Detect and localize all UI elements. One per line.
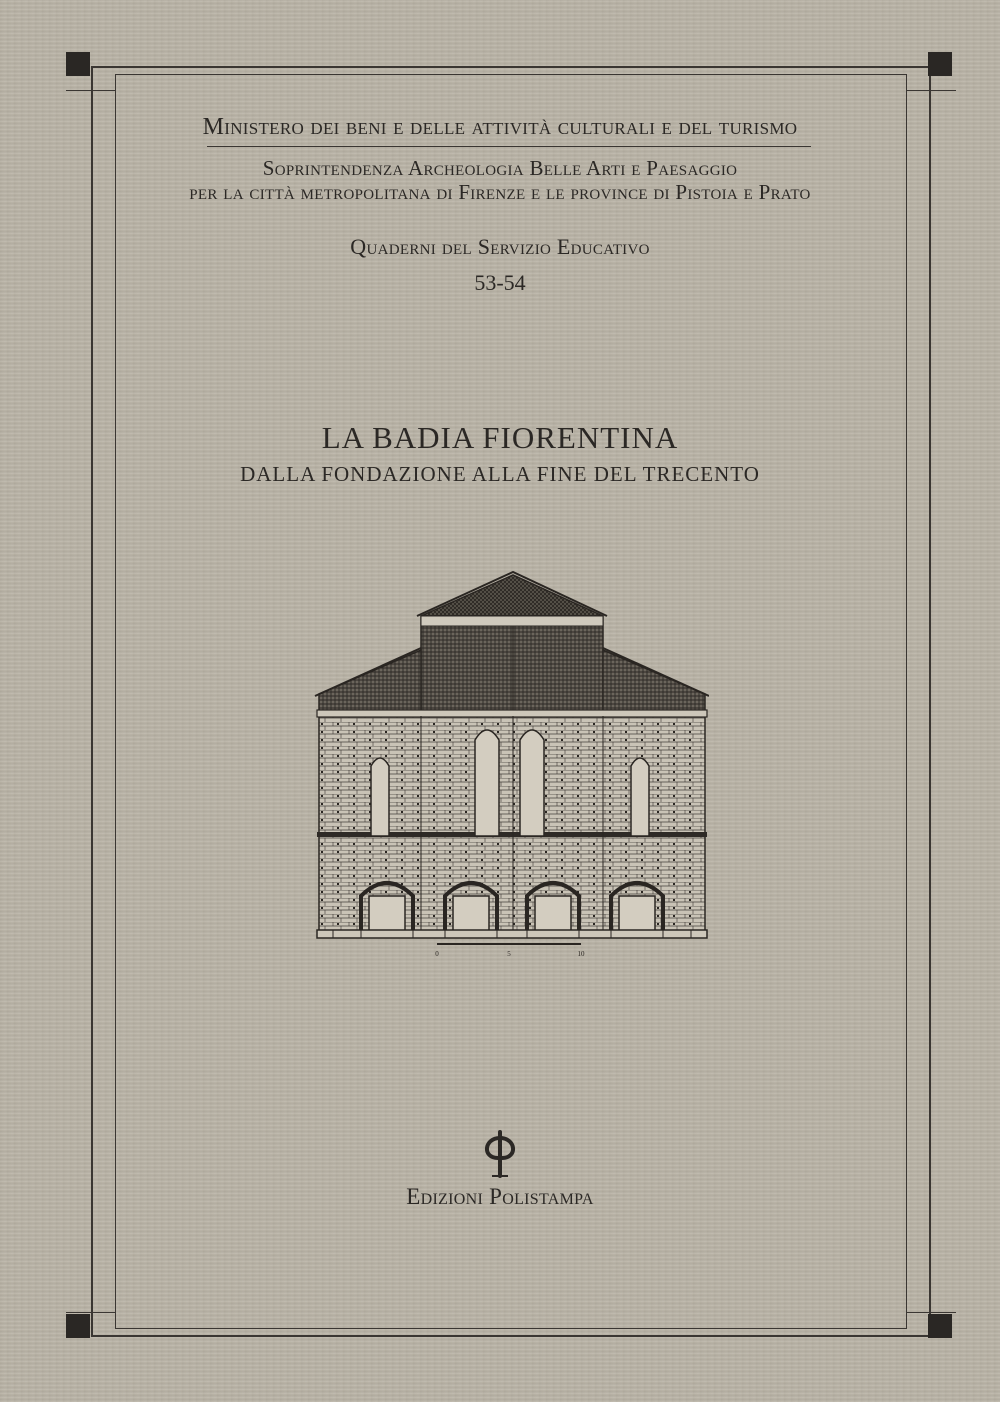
scale-label-start: 0 xyxy=(435,950,439,958)
ministry-heading: Ministero dei beni e delle attività culturali e del turismo xyxy=(202,114,798,140)
soprintendenza-line-1: Soprintendenza Archeologia Belle Arti e Paesaggio xyxy=(262,156,738,180)
facade-illustration xyxy=(313,570,709,960)
series-title: Quaderni del Servizio Educativo xyxy=(350,234,650,259)
corner-square-bottom-left xyxy=(66,1314,90,1338)
frame-outer-top xyxy=(91,66,931,68)
nave-upper-wall xyxy=(421,616,603,716)
frame-inner-right xyxy=(906,74,907,1329)
pediment xyxy=(421,575,603,616)
base-plinth xyxy=(317,930,707,938)
frame-ext-bottom-right xyxy=(906,1312,956,1313)
scale-bar xyxy=(435,944,585,958)
corner-square-top-right xyxy=(928,52,952,76)
soprintendenza-line-2: per la città metropolitana di Firenze e le province di Pistoia e Prato xyxy=(189,180,811,204)
frame-inner-bottom xyxy=(115,1328,907,1329)
publisher-logo-icon xyxy=(474,1128,526,1180)
frame-ext-bottom-left xyxy=(66,1312,116,1313)
corner-square-top-left xyxy=(66,52,90,76)
left-roof xyxy=(319,650,421,716)
frame-ext-top-right xyxy=(906,90,956,91)
publisher-name: Edizioni Polistampa xyxy=(406,1184,594,1209)
right-roof xyxy=(603,650,705,716)
book-title: LA BADIA FIORENTINA xyxy=(321,420,679,455)
frame-outer-bottom xyxy=(91,1335,931,1337)
scale-label-middle: 5 xyxy=(507,950,511,958)
frame-inner-left xyxy=(115,74,116,1329)
book-subtitle: DALLA FONDAZIONE ALLA FINE DEL TRECENTO xyxy=(240,462,760,486)
frame-inner-top xyxy=(115,74,907,75)
ministry-divider xyxy=(207,146,811,147)
corner-square-bottom-right xyxy=(928,1314,952,1338)
scale-label-end: 10 xyxy=(577,950,585,958)
frame-ext-top-left xyxy=(66,90,116,91)
series-number: 53-54 xyxy=(474,270,526,295)
